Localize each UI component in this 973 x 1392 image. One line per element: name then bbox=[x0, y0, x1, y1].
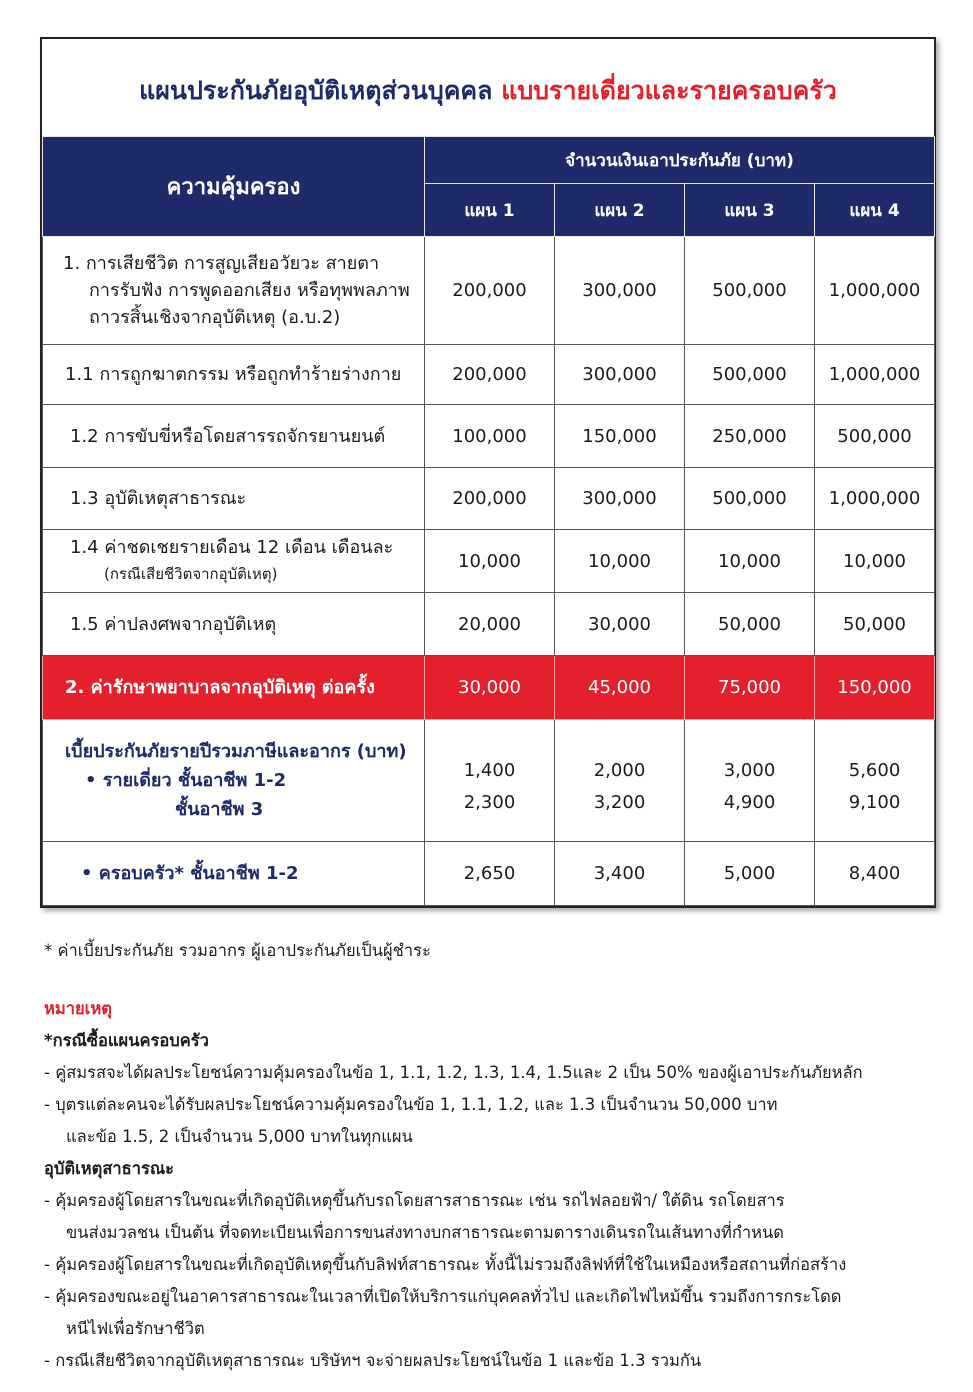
premium-value: 3,000 bbox=[723, 759, 776, 781]
plan-value: 1,000,000 bbox=[815, 468, 935, 530]
spacer bbox=[44, 967, 954, 993]
public-note: ขนส่งมวลชน เป็นต้น ที่จดทะเบียนเพื่อการขนส่งทางบกสาธารณะตามตารางเดินรถในเส้นทางที่กำหนด bbox=[66, 1223, 784, 1242]
public-note: - กรณีเสียชีวิตจากอุบัติเหตุสาธารณะ บริษัทฯ จะจ่ายผลประโยชน์ในข้อ 1 และข้อ 1.3 รวมกัน bbox=[44, 1351, 702, 1370]
plan-value: 1,000,000 bbox=[815, 345, 935, 405]
coverage-label bbox=[43, 530, 425, 593]
plan-value: 500,000 bbox=[685, 468, 815, 530]
premium-value: 4,900 bbox=[723, 791, 776, 813]
premium-value: 9,100 bbox=[848, 791, 901, 813]
plan-value: 500,000 bbox=[685, 345, 815, 405]
table-row bbox=[43, 530, 935, 593]
plan-value: 300,000 bbox=[555, 345, 685, 405]
plan-value: 10,000 bbox=[685, 530, 815, 593]
plan-value: 300,000 bbox=[555, 468, 685, 530]
plan-value: 100,000 bbox=[425, 405, 555, 468]
premium-value: 2,000 bbox=[593, 759, 646, 781]
sum-insured-header: จำนวนเงินเอาประกันภัย (บาท) bbox=[425, 137, 935, 184]
plan-value: 500,000 bbox=[685, 237, 815, 345]
plan-3-header: แผน 3 bbox=[685, 184, 815, 237]
remark-title: หมายเหตุ bbox=[44, 999, 112, 1018]
premium-value: 5,600 bbox=[848, 759, 901, 781]
title-part-2: แบบรายเดี่ยวและรายครอบครัว bbox=[501, 76, 837, 105]
plan-value: 10,000 bbox=[425, 530, 555, 593]
plan-value: 30,000 bbox=[425, 656, 555, 720]
coverage-line: การรับฟัง การพูดออกเสียง หรือทุพพลภาพ bbox=[89, 280, 410, 301]
plan-value: 150,000 bbox=[815, 656, 935, 720]
premium-heading: เบี้ยประกันภัยรายปีรวมภาษีและอากร (บาท) bbox=[65, 741, 407, 762]
title-part-1: แผนประกันภัยอุบัติเหตุส่วนบุคคล bbox=[139, 76, 493, 105]
plan-value: 200,000 bbox=[425, 237, 555, 345]
plan-value: 150,000 bbox=[555, 405, 685, 468]
plan-1-header: แผน 1 bbox=[425, 184, 555, 237]
premium-plan-2 bbox=[555, 720, 685, 842]
footnote: * ค่าเบี้ยประกันภัย รวมอากร ผู้เอาประกันภัยเป็นผู้ชำระ bbox=[44, 941, 431, 960]
coverage-label: 2. ค่ารักษาพยาบาลจากอุบัติเหตุ ต่อครั้ง bbox=[43, 656, 425, 720]
coverage-label: 1.3 อุบัติเหตุสาธารณะ bbox=[43, 468, 425, 530]
plan-value: 500,000 bbox=[815, 405, 935, 468]
notes-section bbox=[44, 935, 954, 1377]
premium-value: 2,300 bbox=[463, 791, 516, 813]
plan-value: 10,000 bbox=[815, 530, 935, 593]
plan-value: 300,000 bbox=[555, 237, 685, 345]
coverage-label: 1.5 ค่าปลงศพจากอุบัติเหตุ bbox=[43, 593, 425, 656]
premium-plan-1 bbox=[425, 720, 555, 842]
family-value: 2,650 bbox=[425, 842, 555, 906]
table-row bbox=[43, 468, 935, 530]
premium-single-label: • รายเดี่ยว ชั้นอาชีพ 1-2 bbox=[85, 770, 287, 791]
premium-class3-label: ชั้นอาชีพ 3 bbox=[175, 799, 264, 820]
plan-value: 75,000 bbox=[685, 656, 815, 720]
family-plan-title: *กรณีซื้อแผนครอบครัว bbox=[44, 1031, 209, 1050]
premium-label bbox=[43, 720, 425, 842]
page-title bbox=[42, 39, 934, 136]
plan-4-header: แผน 4 bbox=[815, 184, 935, 237]
coverage-subnote: (กรณีเสียชีวิตจากอุบัติเหตุ) bbox=[104, 565, 278, 583]
premium-row bbox=[43, 720, 935, 842]
plan-value: 250,000 bbox=[685, 405, 815, 468]
premium-plan-3 bbox=[685, 720, 815, 842]
table-row bbox=[43, 237, 935, 345]
coverage-line: 1.4 ค่าชดเชยรายเดือน 12 เดือน เดือนละ bbox=[70, 537, 394, 558]
plan-value: 20,000 bbox=[425, 593, 555, 656]
plan-value: 50,000 bbox=[815, 593, 935, 656]
public-note: - คุ้มครองผู้โดยสารในขณะที่เกิดอุบัติเหตุขึ้นกับรถโดยสารสาธารณะ เช่น รถไฟลอยฟ้า/ ใต้ดิน รถโดยสาร bbox=[44, 1191, 785, 1210]
premium-plan-4 bbox=[815, 720, 935, 842]
plan-value: 10,000 bbox=[555, 530, 685, 593]
coverage-label bbox=[43, 237, 425, 345]
family-premium-row bbox=[43, 842, 935, 906]
public-note: หนีไฟเพื่อรักษาชีวิต bbox=[66, 1319, 205, 1338]
coverage-label: 1.1 การถูกฆาตกรรม หรือถูกทำร้ายร่างกาย bbox=[43, 345, 425, 405]
public-accident-title: อุบัติเหตุสาธารณะ bbox=[44, 1159, 175, 1178]
family-note: และข้อ 1.5, 2 เป็นจำนวน 5,000 บาทในทุกแผน bbox=[66, 1127, 413, 1146]
coverage-line: ถาวรสิ้นเชิงจากอุบัติเหตุ (อ.บ.2) bbox=[89, 307, 341, 328]
table-row bbox=[43, 593, 935, 656]
coverage-label: 1.2 การขับขี่หรือโดยสารรถจักรยานยนต์ bbox=[43, 405, 425, 468]
plan-value: 1,000,000 bbox=[815, 237, 935, 345]
plan-2-header: แผน 2 bbox=[555, 184, 685, 237]
premium-value: 3,200 bbox=[593, 791, 646, 813]
family-value: 3,400 bbox=[555, 842, 685, 906]
family-note: - บุตรแต่ละคนจะได้รับผลประโยชน์ความคุ้มครองในข้อ 1, 1.1, 1.2, และ 1.3 เป็นจำนวน 50,000 บาท bbox=[44, 1095, 778, 1114]
table-row bbox=[43, 405, 935, 468]
public-note: - คุ้มครองขณะอยู่ในอาคารสาธารณะในเวลาที่เปิดให้บริการแก่บุคคลทั่วไป และเกิดไฟไหม้ขึ้น รวมถึงการกระโดด bbox=[44, 1287, 842, 1306]
family-value: 5,000 bbox=[685, 842, 815, 906]
plan-value: 45,000 bbox=[555, 656, 685, 720]
family-note: - คู่สมรสจะได้ผลประโยชน์ความคุ้มครองในข้อ 1, 1.1, 1.2, 1.3, 1.4, 1.5และ 2 เป็น 50% ของผู้เอาประกันภัยหลัก bbox=[44, 1063, 863, 1082]
plan-value: 200,000 bbox=[425, 345, 555, 405]
coverage-header: ความคุ้มครอง bbox=[43, 137, 425, 237]
family-value: 8,400 bbox=[815, 842, 935, 906]
table-row bbox=[43, 345, 935, 405]
plan-value: 200,000 bbox=[425, 468, 555, 530]
family-label: • ครอบครัว* ชั้นอาชีพ 1-2 bbox=[43, 842, 425, 906]
premium-value: 1,400 bbox=[463, 759, 516, 781]
coverage-table bbox=[42, 136, 935, 906]
public-note: - คุ้มครองผู้โดยสารในขณะที่เกิดอุบัติเหตุขึ้นกับลิฟท์สาธารณะ ทั้งนี้ไม่รวมถึงลิฟท์ที่ใช้ในเหมืองหรือสถานที่ก่อสร้าง bbox=[44, 1255, 847, 1274]
coverage-line: 1. การเสียชีวิต การสูญเสียอวัยวะ สายตา bbox=[63, 253, 380, 274]
coverage-table-box bbox=[40, 37, 936, 908]
plan-value: 50,000 bbox=[685, 593, 815, 656]
medical-expense-row bbox=[43, 656, 935, 720]
plan-value: 30,000 bbox=[555, 593, 685, 656]
